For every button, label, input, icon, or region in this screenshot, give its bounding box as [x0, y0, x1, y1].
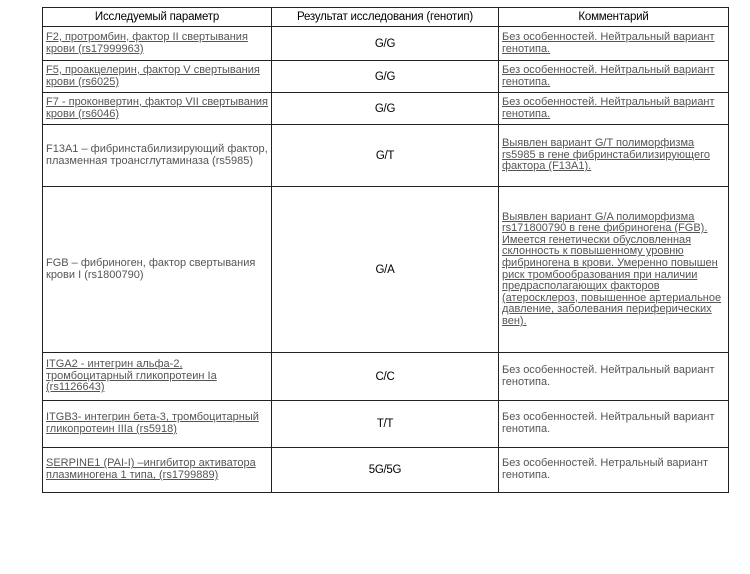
row-parameter: F2, протромбин, фактор II свертывания крови (rs17999963) [43, 27, 272, 61]
row-parameter: F5, проакцелерин, фактор V свертывания крови (rs6025) [43, 61, 272, 93]
genetic-test-results-table [42, 7, 729, 493]
table-header-row [43, 8, 729, 27]
row-result: G/T [272, 125, 499, 187]
table-row [43, 187, 729, 353]
table-row [43, 353, 729, 401]
row-comment: Без особенностей. Нейтральный вариант генотипа. [499, 61, 729, 93]
row-result: G/A [272, 187, 499, 353]
row-comment: Без особенностей. Нейтральный вариант генотипа. [499, 401, 729, 448]
row-result: G/G [272, 93, 499, 125]
row-parameter: F7 - проконвертин, фактор VII свертывания крови (rs6046) [43, 93, 272, 125]
row-parameter: ITGB3- интегрин бета-3, тромбоцитарный гликопротеин IIIa (rs5918) [43, 401, 272, 448]
row-comment: Без особенностей. Нейтральный вариант генотипа. [499, 27, 729, 61]
row-result: G/G [272, 61, 499, 93]
table-row [43, 61, 729, 93]
row-result: G/G [272, 27, 499, 61]
row-comment: Выявлен вариант G/A полиморфизма rs171800790 в гене фибриногена (FGB). Имеется генетически обусловленная склонность к повышенному уровню фибриногена в крови. Умеренно повышен риск тромбообразования при наличии предрасполагающих факторов (атеросклероз, повышенное артериальное давление, заболевания периферических вен). [499, 187, 729, 353]
row-result: T/T [272, 401, 499, 448]
table-row [43, 125, 729, 187]
table-row [43, 93, 729, 125]
row-comment: Без особенностей. Нетральный вариант генотипа. [499, 448, 729, 493]
row-comment: Без особенностей. Нейтральный вариант генотипа. [499, 353, 729, 401]
table-row [43, 27, 729, 61]
header-parameter: Исследуемый параметр [43, 8, 272, 27]
row-parameter: F13A1 – фибринстабилизирующий фактор, плазменная троансглутаминаза (rs5985) [43, 125, 272, 187]
row-result: C/C [272, 353, 499, 401]
row-parameter: FGB – фибриноген, фактор свертывания крови I (rs1800790) [43, 187, 272, 353]
table-row [43, 401, 729, 448]
row-parameter: ITGA2 - интегрин альфа-2, тромбоцитарный гликопротеин Ia (rs1126643) [43, 353, 272, 401]
row-parameter: SERPINE1 (PAI-I) –ингибитор активатора плазминогена 1 типа, (rs1799889) [43, 448, 272, 493]
header-comment: Комментарий [499, 8, 729, 27]
row-comment: Без особенностей. Нейтральный вариант генотипа. [499, 93, 729, 125]
header-result: Результат исследования (генотип) [272, 8, 499, 27]
row-comment: Выявлен вариант G/T полиморфизма rs5985 в гене фибринстабилизирующего фактора (F13A1). [499, 125, 729, 187]
table-row [43, 448, 729, 493]
row-result: 5G/5G [272, 448, 499, 493]
